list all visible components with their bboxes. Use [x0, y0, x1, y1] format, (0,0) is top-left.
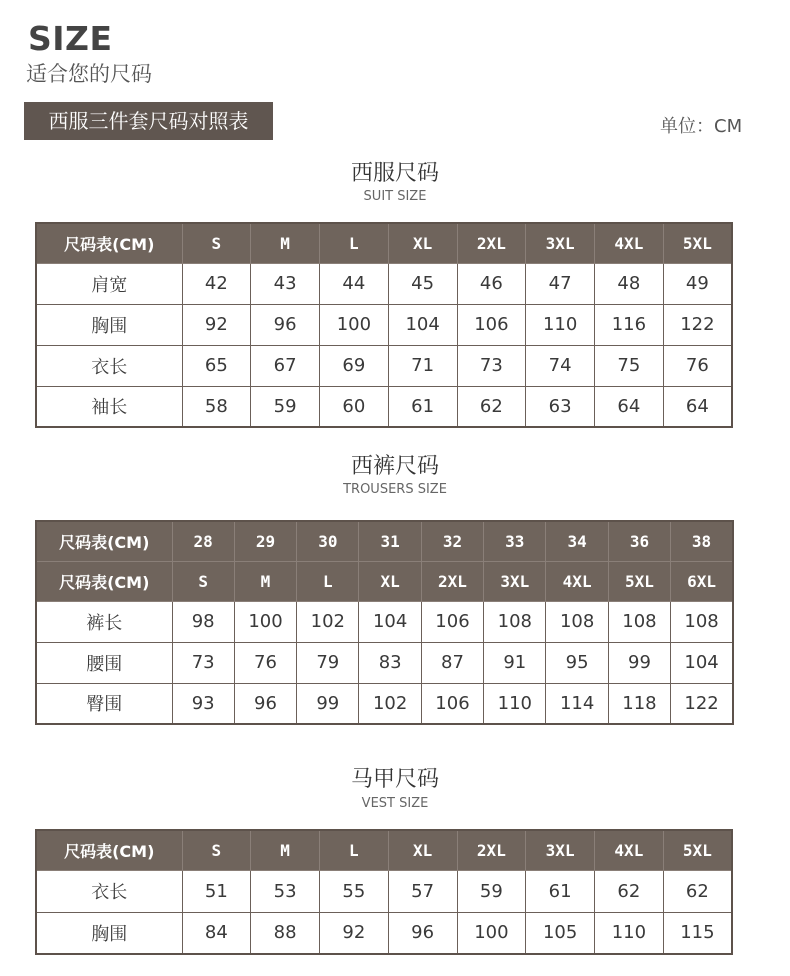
header-size-cell: 38: [671, 521, 733, 561]
value-cell: 64: [595, 386, 664, 427]
row-label-cell: 胸围: [36, 912, 182, 954]
header-size-cell: L: [320, 830, 389, 870]
suit-section-subtitle: SUIT SIZE: [363, 189, 427, 204]
header-size-cell: 6XL: [671, 561, 733, 601]
value-cell: 95: [546, 642, 608, 683]
value-cell: 75: [595, 345, 664, 386]
value-cell: 93: [172, 683, 234, 724]
header-label-cell: 尺码表(CM): [36, 521, 172, 561]
header-size-cell: 30: [297, 521, 359, 561]
table-row: [36, 870, 732, 912]
value-cell: 47: [526, 263, 595, 304]
value-cell: 43: [251, 263, 320, 304]
vest-section-title: 马甲尺码: [350, 767, 439, 792]
table-row: [36, 304, 732, 345]
value-cell: 88: [251, 912, 320, 954]
header-size-cell: 34: [546, 521, 608, 561]
header-size-cell: 29: [234, 521, 296, 561]
value-cell: 59: [457, 870, 526, 912]
header-size-cell: 2XL: [457, 223, 526, 263]
header-size-cell: 5XL: [608, 561, 670, 601]
header-size-cell: S: [182, 223, 251, 263]
value-cell: 46: [457, 263, 526, 304]
table-header-row: [36, 521, 733, 561]
value-cell: 106: [421, 601, 483, 642]
value-cell: 100: [457, 912, 526, 954]
chart-banner: 西服三件套尺码对照表: [24, 102, 273, 140]
unit-label: 单位：CM: [660, 116, 743, 137]
value-cell: 122: [663, 304, 732, 345]
table-header-row: [36, 561, 733, 601]
header-size-cell: S: [182, 830, 251, 870]
value-cell: 71: [388, 345, 457, 386]
value-cell: 102: [297, 601, 359, 642]
value-cell: 105: [526, 912, 595, 954]
header-size-cell: 28: [172, 521, 234, 561]
value-cell: 110: [595, 912, 664, 954]
value-cell: 99: [608, 642, 670, 683]
value-cell: 60: [320, 386, 389, 427]
value-cell: 57: [388, 870, 457, 912]
table-header-row: [36, 223, 732, 263]
vest-size-table: [35, 829, 733, 955]
value-cell: 67: [251, 345, 320, 386]
header-size-cell: M: [251, 830, 320, 870]
table-row: [36, 601, 733, 642]
header-size-cell: 3XL: [526, 223, 595, 263]
table-row: [36, 642, 733, 683]
value-cell: 44: [320, 263, 389, 304]
value-cell: 73: [457, 345, 526, 386]
vest-section-subtitle: VEST SIZE: [361, 796, 429, 811]
value-cell: 83: [359, 642, 421, 683]
header-size-cell: 3XL: [484, 561, 546, 601]
header-size-cell: XL: [388, 223, 457, 263]
page-subtitle: 适合您的尺码: [26, 62, 152, 86]
value-cell: 62: [663, 870, 732, 912]
value-cell: 42: [182, 263, 251, 304]
header-size-cell: 2XL: [457, 830, 526, 870]
row-label-cell: 衣长: [36, 345, 182, 386]
value-cell: 110: [526, 304, 595, 345]
value-cell: 98: [172, 601, 234, 642]
header-size-cell: 5XL: [663, 223, 732, 263]
header-label-cell: 尺码表(CM): [36, 561, 172, 601]
row-label-cell: 袖长: [36, 386, 182, 427]
value-cell: 59: [251, 386, 320, 427]
value-cell: 108: [546, 601, 608, 642]
row-label-cell: 腰围: [36, 642, 172, 683]
value-cell: 51: [182, 870, 251, 912]
table-row: [36, 345, 732, 386]
row-label-cell: 衣长: [36, 870, 182, 912]
value-cell: 76: [234, 642, 296, 683]
value-cell: 115: [663, 912, 732, 954]
value-cell: 62: [595, 870, 664, 912]
value-cell: 69: [320, 345, 389, 386]
value-cell: 99: [297, 683, 359, 724]
value-cell: 49: [663, 263, 732, 304]
value-cell: 65: [182, 345, 251, 386]
suit-size-table: [35, 222, 733, 428]
value-cell: 87: [421, 642, 483, 683]
value-cell: 96: [388, 912, 457, 954]
value-cell: 74: [526, 345, 595, 386]
table-row: [36, 263, 732, 304]
header-size-cell: 4XL: [546, 561, 608, 601]
value-cell: 104: [359, 601, 421, 642]
page-title: SIZE: [28, 19, 113, 58]
header-size-cell: L: [320, 223, 389, 263]
value-cell: 61: [526, 870, 595, 912]
value-cell: 122: [671, 683, 733, 724]
value-cell: 96: [234, 683, 296, 724]
value-cell: 53: [251, 870, 320, 912]
value-cell: 64: [663, 386, 732, 427]
value-cell: 91: [484, 642, 546, 683]
value-cell: 55: [320, 870, 389, 912]
header-label-cell: 尺码表(CM): [36, 830, 182, 870]
value-cell: 76: [663, 345, 732, 386]
value-cell: 92: [182, 304, 251, 345]
header-size-cell: M: [251, 223, 320, 263]
value-cell: 84: [182, 912, 251, 954]
value-cell: 45: [388, 263, 457, 304]
value-cell: 110: [484, 683, 546, 724]
row-label-cell: 肩宽: [36, 263, 182, 304]
header-size-cell: 2XL: [421, 561, 483, 601]
value-cell: 104: [388, 304, 457, 345]
value-cell: 100: [320, 304, 389, 345]
value-cell: 102: [359, 683, 421, 724]
table-header-row: [36, 830, 732, 870]
value-cell: 58: [182, 386, 251, 427]
value-cell: 108: [671, 601, 733, 642]
value-cell: 79: [297, 642, 359, 683]
row-label-cell: 胸围: [36, 304, 182, 345]
value-cell: 106: [421, 683, 483, 724]
value-cell: 108: [484, 601, 546, 642]
value-cell: 118: [608, 683, 670, 724]
value-cell: 92: [320, 912, 389, 954]
value-cell: 100: [234, 601, 296, 642]
value-cell: 104: [671, 642, 733, 683]
header-size-cell: L: [297, 561, 359, 601]
trousers-section-title: 西裤尺码: [350, 454, 439, 479]
header-size-cell: XL: [388, 830, 457, 870]
header-size-cell: S: [172, 561, 234, 601]
row-label-cell: 臀围: [36, 683, 172, 724]
table-row: [36, 912, 732, 954]
header-size-cell: 4XL: [595, 830, 664, 870]
value-cell: 61: [388, 386, 457, 427]
trousers-size-table: [35, 520, 734, 725]
value-cell: 48: [595, 263, 664, 304]
header-size-cell: XL: [359, 561, 421, 601]
header-size-cell: 31: [359, 521, 421, 561]
value-cell: 62: [457, 386, 526, 427]
header-size-cell: 5XL: [663, 830, 732, 870]
value-cell: 73: [172, 642, 234, 683]
header-size-cell: M: [234, 561, 296, 601]
table-row: [36, 683, 733, 724]
suit-section-title: 西服尺码: [350, 161, 439, 186]
table-row: [36, 386, 732, 427]
value-cell: 96: [251, 304, 320, 345]
trousers-section-subtitle: TROUSERS SIZE: [343, 482, 447, 497]
header-size-cell: 32: [421, 521, 483, 561]
header-size-cell: 33: [484, 521, 546, 561]
header-size-cell: 3XL: [526, 830, 595, 870]
row-label-cell: 裤长: [36, 601, 172, 642]
value-cell: 116: [595, 304, 664, 345]
value-cell: 106: [457, 304, 526, 345]
value-cell: 108: [608, 601, 670, 642]
value-cell: 114: [546, 683, 608, 724]
header-size-cell: 4XL: [595, 223, 664, 263]
header-size-cell: 36: [608, 521, 670, 561]
header-label-cell: 尺码表(CM): [36, 223, 182, 263]
value-cell: 63: [526, 386, 595, 427]
